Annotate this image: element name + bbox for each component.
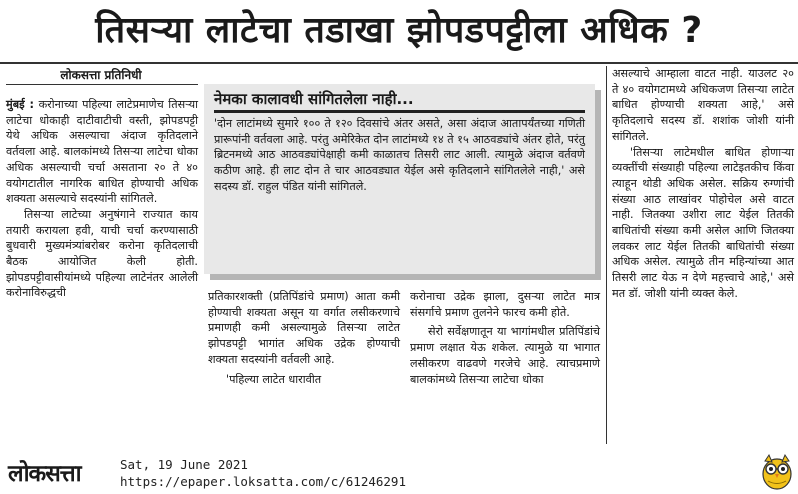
quote-box-rule (214, 110, 585, 113)
paragraph: प्रतिकारशक्ती (प्रतिपिंडांचे प्रमाण) आता कमी होण्याची शक्यता असून या वर्गात लसीकरणाचे प्रमाणही कमी असल्यामुळे तिसऱ्या लाटेत झोपडपट्टी भागांत अधिक उद्रेक होण्याची शक्यता सदस्यांनी वर्तवली आहे. (208, 290, 400, 366)
edition-date: Sat, 19 June 2021 (120, 457, 248, 472)
loksatta-logo[interactable] (8, 456, 114, 486)
paragraph: 'पहिल्या लाटेत धारावीत (226, 372, 322, 386)
header-rule (0, 62, 798, 64)
quote-box-body: 'दोन लाटांमध्ये सुमारे १०० ते १२० दिवसांचे अंतर असते, असा अंदाज आतापर्यंतच्या गणिती प्रारूपांनी वर्तवला आहे. परंतु अमेरिकेत दोन लाटांमध्ये १४ ते १५ आठवड्यांचे अंतर होते, परंतु ब्रिटनमध्ये आठ आठवड्यांपेक्षाही कमी काळातच तिसरी लाट आली. त्यामुळे अंदाज वर्तवणे कठीण आहे. ही लाट दोन ते चार आठवड्यात येईल असे कृतिदलाने सांगितलेले नाही,' असे सदस्य डॉ. राहुल पंडित यांनी सांगितले. (214, 117, 585, 193)
byline: लोकसत्ता प्रतिनिधी (60, 68, 142, 82)
paragraph: 'तिसऱ्या लाटेमधील बाधित होणाऱ्या व्यक्तींची संख्याही पहिल्या लाटेइतकीच किंवा त्याहून थोडी अधिक असेल. सक्रिय रुग्णांची संख्या आठ लाखांवर पोहोचेल असे वाटत नाही. जितक्या उशीरा लाट येईल तितकी बाधितांची संख्या कमी असेल आणि जितक्या लवकर लाट येईल तितकी बाधितांची संख्या अधिक असेल. त्यामुळे तीन महिन्यांच्या आत तिसरी लाट येऊ न देणे महत्त्वाचे आहे,' असे मत डॉ. जोशी यांनी व्यक्त केले. (612, 145, 794, 300)
paragraph: करोनाचा उद्रेक झाला, दुसऱ्या लाटेत मात्र संसर्गाचे प्रमाण तुलनेने फारच कमी होते. (410, 290, 600, 319)
column-divider-right (606, 66, 607, 444)
dateline: मुंबई : (6, 98, 34, 111)
lead-paragraph (6, 97, 198, 207)
quote-box-panel (204, 84, 595, 274)
paragraph: तिसऱ्या लाटेच्या अनुषंगाने राज्यात काय तयारी करायला हवी, याची चर्चा करण्यासाठी बुधवारी मुख्यमंत्र्यांबरोबर करोना कृतिदलाची बैठक आयोजित केली होती. झोपडपट्टीवासीयांमध्ये पहिल्या लाटेनंतर आलेली करोनाविरुद्धची (6, 207, 198, 300)
quote-box-title: नेमका कालावधी सांगितलेला नाही... (214, 90, 414, 108)
article-column-2 (208, 289, 400, 387)
owl-mascot-icon (760, 452, 794, 490)
byline-rule (6, 84, 198, 85)
epaper-link[interactable]: https://epaper.loksatta.com/c/61246291 (120, 474, 406, 489)
lead-text: करोनाच्या पहिल्या लाटेप्रमाणेच तिसऱ्या लाटेचा धोकाही दाटीवाटीची वस्ती, झोपडपट्टी येथे अधिक असल्याचा अंदाज कृतिदलाने वर्तवला आहे. बालकांमध्ये तिसऱ्या लाटेचा धोका अधिक असल्याची चर्चा असताना २० ते ४० वयोगटातील नागरिक बाधित होण्याची अधिक शक्यता असल्याचे सदस्यांनी सांगितले. (6, 98, 198, 206)
paragraph: असल्याचे आम्हाला वाटत नाही. याउलट २० ते ४० वयोगटामध्ये अधिकजण तिसऱ्या लाटेत बाधित होण्याची शक्यता आहे,' असे कृतिदलाचे सदस्य डॉ. शशांक जोशी यांनी सांगितले. (612, 67, 794, 143)
quote-box (204, 84, 601, 280)
epaper-footer (0, 448, 798, 494)
article-column-1 (6, 97, 198, 301)
logo-wordmark: लोकसत्ता (8, 461, 81, 487)
headline: तिसऱ्या लाटेचा तडाखा झोपडपट्टीला अधिक ? (95, 10, 703, 51)
article-column-4 (612, 66, 794, 302)
paragraph: सेरो सर्वेक्षणातून या भागांमधील प्रतिपिंडांचे प्रमाण लक्षात येऊ शकेल. त्यामुळे या भागात लसीकरण वाढवणे गरजेचे आहे. त्याचप्रमाणे बालकांमध्ये तिसऱ्या लाटेचा धोका (410, 325, 600, 386)
article-column-3 (410, 289, 600, 387)
